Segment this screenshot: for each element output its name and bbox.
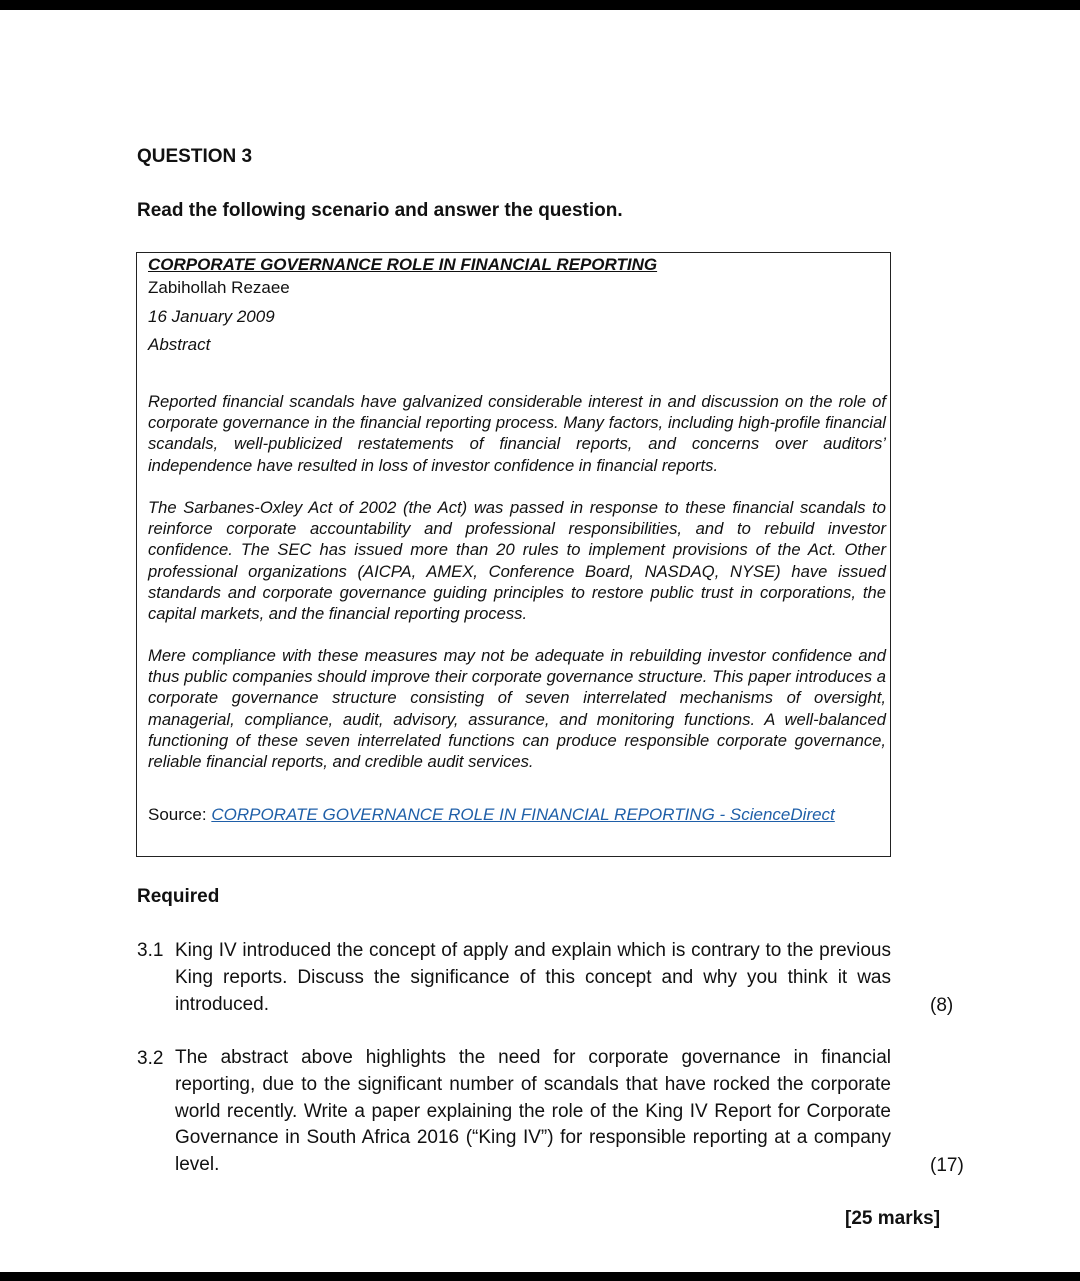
document-page — [0, 10, 1080, 1272]
required-heading: Required — [137, 886, 220, 907]
question-number: 3.2 — [137, 1048, 164, 1069]
article-author: Zabihollah Rezaee — [148, 278, 290, 297]
article-date: 16 January 2009 — [148, 307, 275, 326]
question-marks: (8) — [930, 995, 954, 1016]
question-text: King IV introduced the concept of apply and explain which is contrary to the previous King reports. Discuss the significance of this concept and why you think it was introduced. — [175, 940, 891, 1015]
source-link[interactable]: CORPORATE GOVERNANCE ROLE IN FINANCIAL REPORTING - ScienceDirect — [211, 805, 835, 824]
abstract-label: Abstract — [148, 335, 211, 354]
total-marks: [25 marks] — [845, 1208, 941, 1229]
question-number: 3.1 — [137, 940, 164, 961]
source-line — [148, 804, 848, 826]
scenario-box — [136, 252, 891, 857]
question-marks: (17) — [930, 1155, 964, 1176]
question-title: QUESTION 3 — [137, 146, 253, 167]
instruction-text: Read the following scenario and answer the question. — [137, 200, 623, 221]
abstract-paragraph-3: Mere compliance with these measures may not be adequate in rebuilding investor confidence and thus public companies should improve their corporate governance structure. This paper introduces a corporate governance structure consisting of seven interrelated mechanisms of oversight, managerial, compliance, audit, advisory, assurance, and monitoring functions. A well-balanced functioning of these seven interrelated functions can produce responsible corporate governance, reliable financial reports, and credible audit services. — [148, 646, 886, 772]
article-title: CORPORATE GOVERNANCE ROLE IN FINANCIAL REPORTING — [148, 255, 658, 274]
abstract-paragraph-2: The Sarbanes-Oxley Act of 2002 (the Act) was passed in response to these financial scandals to reinforce corporate accountability and professional responsibilities, and to rebuild investor confidence. The SEC has issued more than 20 rules to implement provisions of the Act. Other professional organizations (AICPA, AMEX, Conference Board, NASDAQ, NYSE) have issued standards and corporate governance guiding principles to restore public trust in corporations, the capital markets, and the financial reporting process. — [148, 498, 886, 624]
source-label: Source: — [148, 805, 207, 824]
question-text: The abstract above highlights the need for corporate governance in financial reporting, due to the significant number of scandals that have rocked the corporate world recently. Write a paper explaining the role of the King IV Report for Corporate Governance in South Africa 2016 (“King IV”) for responsible reporting at a company level. — [175, 1047, 891, 1176]
abstract-paragraph-1: Reported financial scandals have galvanized considerable interest in and discussion on the role of corporate governance in the financial reporting process. Many factors, including high-profile financial scandals, well-publicized restatements of financial reports, and concerns over auditors’ independence have resulted in loss of investor confidence in financial reports. — [148, 392, 886, 475]
